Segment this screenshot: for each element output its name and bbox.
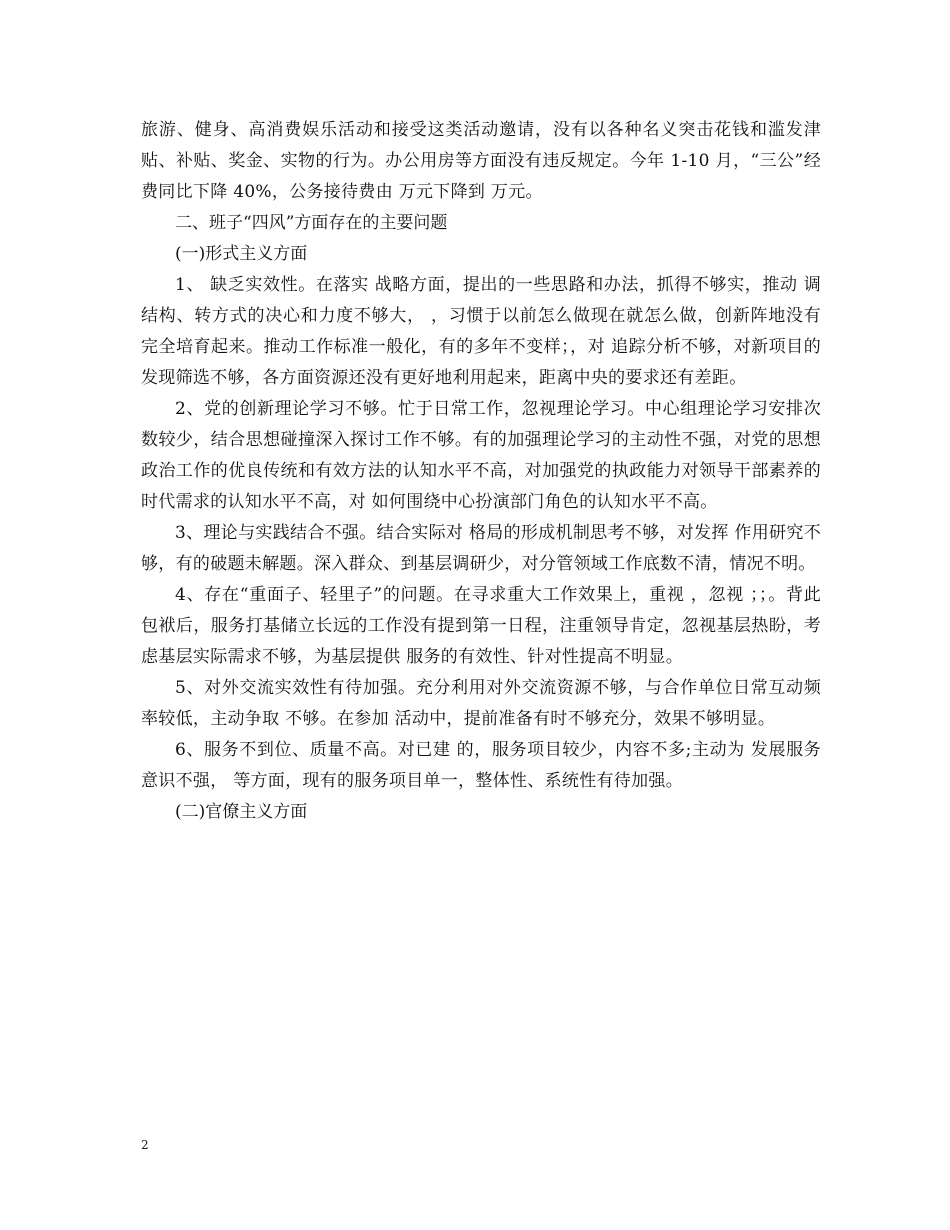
paragraph-continuation: 旅游、健身、高消费娱乐活动和接受这类活动邀请，没有以各种名义突击花钱和滥发津贴、补贴、奖金、实物的行为。办公用房等方面没有违反规定。今年 1-10 月，“三公”经费同比下降 40%，公务接待费由 万元下降到 万元。	[141, 120, 821, 202]
paragraph-item-5: 5、对外交流实效性有待加强。充分利用对外交流资源不够，与合作单位日常互动频率较低，主动争取 不够。在参加 活动中，提前准备有时不够充分，效果不够明显。	[141, 678, 821, 729]
paragraph-item-2: 2、党的创新理论学习不够。忙于日常工作，忽视理论学习。中心组理论学习安排次数较少，结合思想碰撞深入探讨工作不够。有的加强理论学习的主动性不强，对党的思想政治工作的优良传统和有效方法的认知水平不高，对加强党的执政能力对领导干部素养的时代需求的认知水平不高，对 如何围绕中心扮演部门角色的认知水平不高。	[141, 399, 821, 512]
paragraph-item-4: 4、存在“重面子、轻里子”的问题。在寻求重大工作效果上，重视 ，忽视 ；；。背此包袱后，服务打基储立长远的工作没有提到第一日程，注重领导肯定，忽视基层热盼，考虑基层实际需求不够，为基层提供 服务的有效性、针对性提高不明显。	[141, 585, 821, 667]
document-body	[141, 115, 821, 828]
paragraph-item-3: 3、理论与实践结合不强。结合实际对 格局的形成机制思考不够，对发挥 作用研究不够，有的破题未解题。深入群众、到基层调研少，对分管领域工作底数不清，情况不明。	[141, 523, 821, 574]
paragraph-item-1: 1、 缺乏实效性。在落实 战略方面，提出的一些思路和办法，抓得不够实，推动 调结构、转方式的决心和力度不够大， ，习惯于以前怎么做现在就怎么做，创新阵地没有完全培育起来。推动工作标准一般化，有的多年不变样；，对 追踪分析不够，对新项目的发现筛选不够，各方面资源还没有更好地利用起来，距离中央的要求还有差距。	[141, 275, 821, 388]
paragraph-item-6: 6、服务不到位、质量不高。对已建 的，服务项目较少，内容不多;主动为 发展服务意识不强， 等方面，现有的服务项目单一，整体性、系统性有待加强。	[141, 740, 821, 791]
section-heading-four-winds: 二、班子“四风”方面存在的主要问题	[175, 213, 448, 233]
subsection-heading-bureaucratism: (二)官僚主义方面	[175, 802, 308, 822]
page-number: 2	[141, 1138, 149, 1152]
subsection-heading-formalism: (一)形式主义方面	[175, 244, 308, 264]
